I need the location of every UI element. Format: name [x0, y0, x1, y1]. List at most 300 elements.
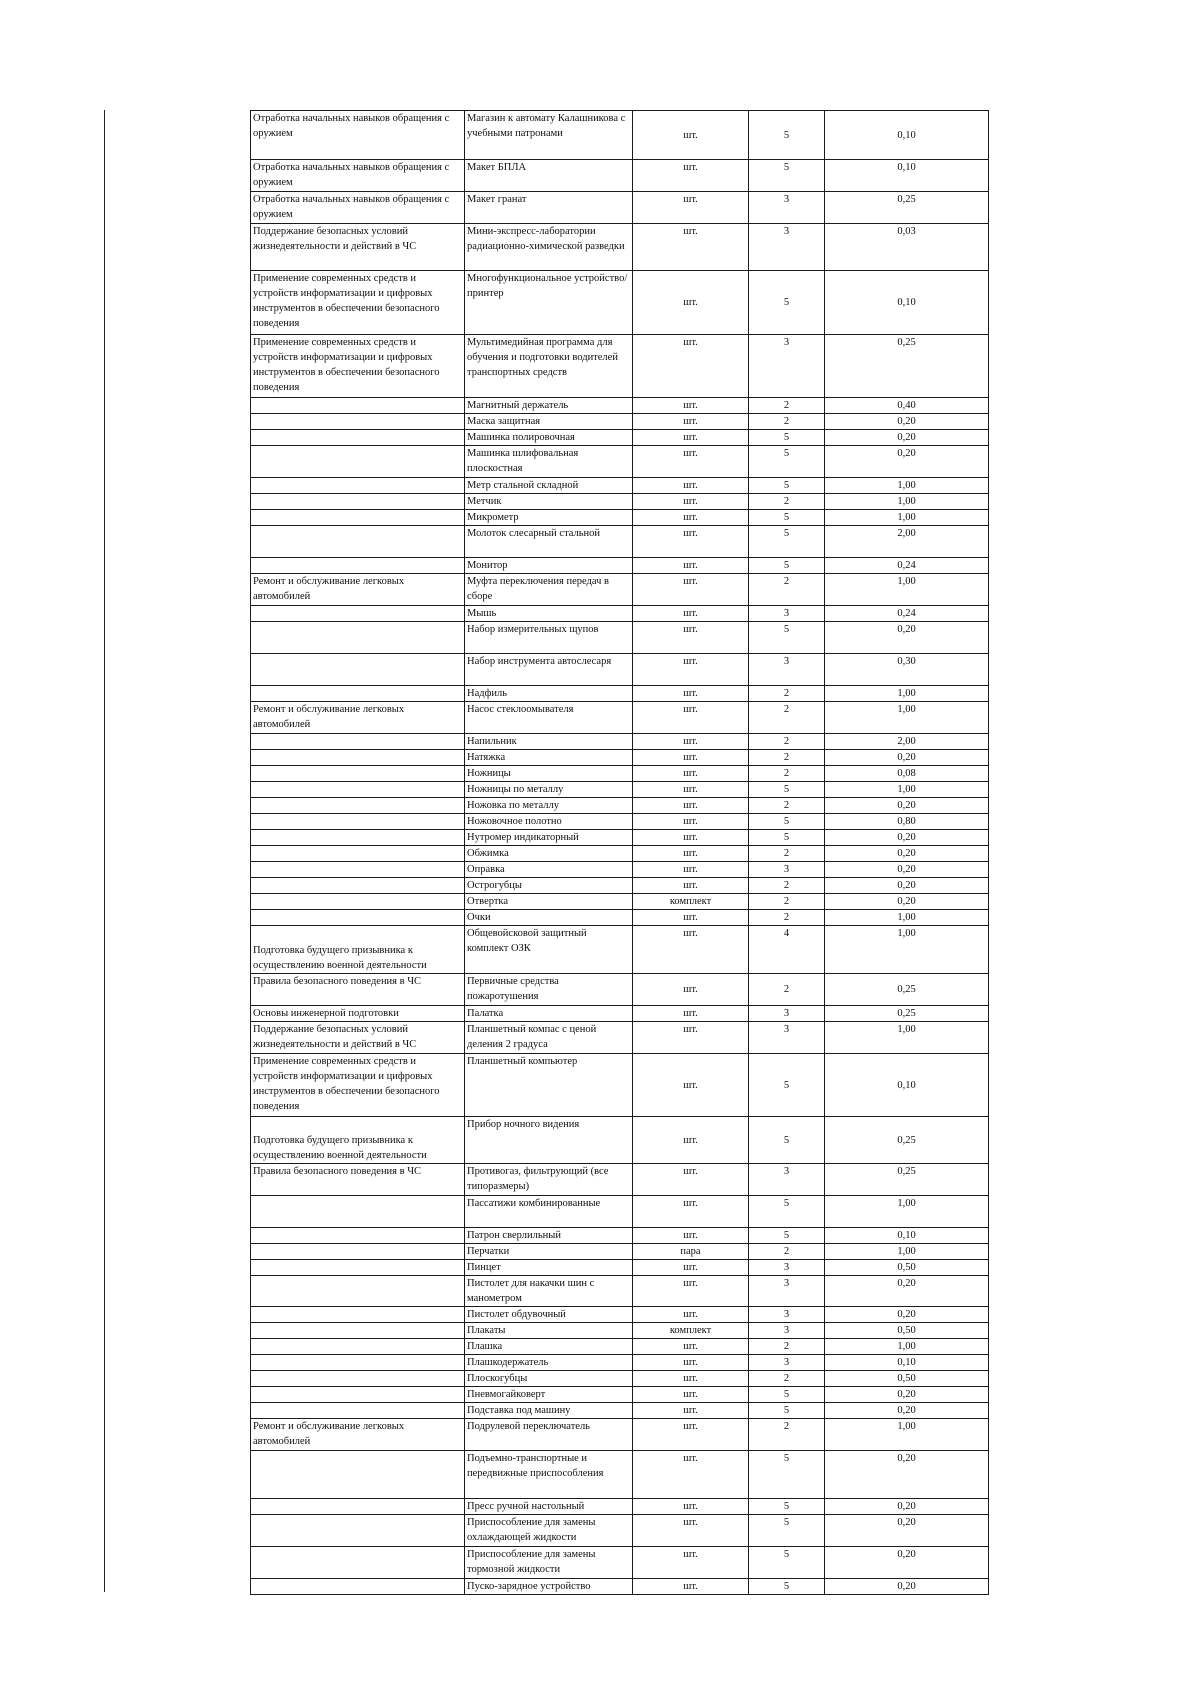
- item-cell: Противогаз, фильтрующий (все типоразмеры): [465, 1164, 633, 1196]
- discipline-cell: [251, 830, 465, 846]
- norm-cell: 0,20: [825, 622, 989, 654]
- quantity-cell: 3: [749, 1164, 825, 1196]
- norm-cell: 0,25: [825, 1164, 989, 1196]
- quantity-cell: 3: [749, 224, 825, 271]
- quantity-cell: 5: [749, 1579, 825, 1595]
- quantity-cell: 5: [749, 271, 825, 335]
- quantity-cell: 3: [749, 1276, 825, 1307]
- quantity-cell: 2: [749, 1339, 825, 1355]
- norm-cell: 0,20: [825, 1387, 989, 1403]
- discipline-cell: Подготовка будущего призывника к осуществлению военной деятельности: [251, 926, 465, 974]
- quantity-cell: 4: [749, 926, 825, 974]
- table-row: [251, 335, 989, 398]
- item-cell: Обжимка: [465, 846, 633, 862]
- item-cell: Нутромер индикаторный: [465, 830, 633, 846]
- quantity-cell: 3: [749, 1260, 825, 1276]
- norm-cell: 0,20: [825, 894, 989, 910]
- quantity-cell: 2: [749, 878, 825, 894]
- item-cell: Насос стеклоомывателя: [465, 702, 633, 734]
- discipline-cell: [251, 494, 465, 510]
- table-row: [251, 798, 989, 814]
- discipline-cell: Отработка начальных навыков обращения с оружием: [251, 160, 465, 192]
- discipline-cell: [251, 430, 465, 446]
- norm-cell: 1,00: [825, 926, 989, 974]
- quantity-cell: 2: [749, 974, 825, 1006]
- table-row: [251, 526, 989, 558]
- unit-cell: шт.: [633, 686, 749, 702]
- item-cell: Пистолет для накачки шин с манометром: [465, 1276, 633, 1307]
- item-cell: Мультимедийная программа для обучения и подготовки водителей транспортных средств: [465, 335, 633, 398]
- quantity-cell: 5: [749, 1387, 825, 1403]
- quantity-cell: 5: [749, 1228, 825, 1244]
- unit-cell: шт.: [633, 766, 749, 782]
- unit-cell: шт.: [633, 1006, 749, 1022]
- table-row: [251, 862, 989, 878]
- item-cell: Приспособление для замены тормозной жидкости: [465, 1547, 633, 1579]
- item-cell: Плоскогубцы: [465, 1371, 633, 1387]
- unit-cell: шт.: [633, 1387, 749, 1403]
- table-row: [251, 846, 989, 862]
- unit-cell: шт.: [633, 974, 749, 1006]
- item-cell: Острогубцы: [465, 878, 633, 894]
- unit-cell: шт.: [633, 846, 749, 862]
- discipline-cell: [251, 1323, 465, 1339]
- unit-cell: шт.: [633, 750, 749, 766]
- unit-cell: шт.: [633, 1260, 749, 1276]
- table-row: [251, 160, 989, 192]
- quantity-cell: 5: [749, 1117, 825, 1164]
- item-cell: Планшетный компьютер: [465, 1054, 633, 1117]
- quantity-cell: 2: [749, 734, 825, 750]
- unit-cell: шт.: [633, 271, 749, 335]
- norm-cell: 0,20: [825, 878, 989, 894]
- discipline-cell: [251, 846, 465, 862]
- discipline-cell: [251, 1244, 465, 1260]
- quantity-cell: 2: [749, 494, 825, 510]
- item-cell: Набор инструмента автослесаря: [465, 654, 633, 686]
- quantity-cell: 2: [749, 574, 825, 606]
- norm-cell: 0,10: [825, 160, 989, 192]
- table-row: [251, 878, 989, 894]
- norm-cell: 0,25: [825, 335, 989, 398]
- item-cell: Ножницы: [465, 766, 633, 782]
- unit-cell: шт.: [633, 1228, 749, 1244]
- unit-cell: шт.: [633, 446, 749, 478]
- item-cell: Ножницы по металлу: [465, 782, 633, 798]
- quantity-cell: 2: [749, 766, 825, 782]
- quantity-cell: 3: [749, 1022, 825, 1054]
- norm-cell: 0,25: [825, 192, 989, 224]
- norm-cell: 0,20: [825, 830, 989, 846]
- norm-cell: 0,25: [825, 1006, 989, 1022]
- quantity-cell: 3: [749, 335, 825, 398]
- norm-cell: 0,10: [825, 111, 989, 160]
- unit-cell: шт.: [633, 702, 749, 734]
- discipline-cell: [251, 750, 465, 766]
- quantity-cell: 3: [749, 1355, 825, 1371]
- norm-cell: 0,10: [825, 1355, 989, 1371]
- norm-cell: 1,00: [825, 1419, 989, 1451]
- item-cell: Набор измерительных щупов: [465, 622, 633, 654]
- table-row: [251, 558, 989, 574]
- table-row: [251, 271, 989, 335]
- norm-cell: 0,20: [825, 1307, 989, 1323]
- norm-cell: 0,10: [825, 271, 989, 335]
- unit-cell: шт.: [633, 798, 749, 814]
- item-cell: Мышь: [465, 606, 633, 622]
- norm-cell: 1,00: [825, 1196, 989, 1228]
- norm-cell: 1,00: [825, 910, 989, 926]
- table-row: [251, 1323, 989, 1339]
- table-row: [251, 478, 989, 494]
- item-cell: Подставка под машину: [465, 1403, 633, 1419]
- quantity-cell: 5: [749, 782, 825, 798]
- norm-cell: 0,80: [825, 814, 989, 830]
- discipline-cell: [251, 1499, 465, 1515]
- item-cell: Микрометр: [465, 510, 633, 526]
- table-row: [251, 686, 989, 702]
- item-cell: Метр стальной складной: [465, 478, 633, 494]
- equipment-table: [250, 110, 989, 1595]
- discipline-cell: [251, 526, 465, 558]
- item-cell: Патрон сверлильный: [465, 1228, 633, 1244]
- unit-cell: шт.: [633, 414, 749, 430]
- discipline-cell: [251, 862, 465, 878]
- item-cell: Напильник: [465, 734, 633, 750]
- unit-cell: шт.: [633, 814, 749, 830]
- discipline-cell: [251, 414, 465, 430]
- quantity-cell: 5: [749, 526, 825, 558]
- norm-cell: 0,20: [825, 1499, 989, 1515]
- unit-cell: шт.: [633, 1355, 749, 1371]
- item-cell: Муфта переключения передач в сборе: [465, 574, 633, 606]
- discipline-cell: [251, 1371, 465, 1387]
- discipline-cell: Правила безопасного поведения в ЧС: [251, 1164, 465, 1196]
- item-cell: Пассатижи комбинированные: [465, 1196, 633, 1228]
- discipline-cell: Отработка начальных навыков обращения с оружием: [251, 192, 465, 224]
- unit-cell: шт.: [633, 830, 749, 846]
- norm-cell: 0,24: [825, 558, 989, 574]
- unit-cell: шт.: [633, 224, 749, 271]
- table-row: [251, 1022, 989, 1054]
- item-cell: Ножовка по металлу: [465, 798, 633, 814]
- table-row: [251, 1499, 989, 1515]
- unit-cell: шт.: [633, 1339, 749, 1355]
- item-cell: Первичные средства пожаротушения: [465, 974, 633, 1006]
- item-cell: Пуско-зарядное устройство: [465, 1579, 633, 1595]
- item-cell: Палатка: [465, 1006, 633, 1022]
- norm-cell: 1,00: [825, 1022, 989, 1054]
- norm-cell: 0,30: [825, 654, 989, 686]
- discipline-cell: Поддержание безопасных условий жизнедеятельности и действий в ЧС: [251, 1022, 465, 1054]
- norm-cell: 0,20: [825, 1547, 989, 1579]
- unit-cell: шт.: [633, 1419, 749, 1451]
- norm-cell: 0,20: [825, 1276, 989, 1307]
- norm-cell: 0,20: [825, 414, 989, 430]
- quantity-cell: 5: [749, 510, 825, 526]
- norm-cell: 0,20: [825, 862, 989, 878]
- unit-cell: шт.: [633, 910, 749, 926]
- quantity-cell: 5: [749, 1196, 825, 1228]
- discipline-cell: Применение современных средств и устройств информатизации и цифровых инструментов в обеспечении безопасного поведения: [251, 1054, 465, 1117]
- table-row: [251, 1515, 989, 1547]
- quantity-cell: 5: [749, 446, 825, 478]
- norm-cell: 0,20: [825, 1579, 989, 1595]
- unit-cell: шт.: [633, 1451, 749, 1499]
- item-cell: Маска защитная: [465, 414, 633, 430]
- discipline-cell: [251, 478, 465, 494]
- discipline-cell: Ремонт и обслуживание легковых автомобилей: [251, 1419, 465, 1451]
- discipline-cell: Ремонт и обслуживание легковых автомобилей: [251, 702, 465, 734]
- quantity-cell: 2: [749, 702, 825, 734]
- unit-cell: шт.: [633, 335, 749, 398]
- item-cell: Макет гранат: [465, 192, 633, 224]
- norm-cell: 0,10: [825, 1228, 989, 1244]
- unit-cell: шт.: [633, 1164, 749, 1196]
- unit-cell: шт.: [633, 526, 749, 558]
- discipline-cell: [251, 510, 465, 526]
- table-row: [251, 1451, 989, 1499]
- item-cell: Метчик: [465, 494, 633, 510]
- quantity-cell: 5: [749, 1054, 825, 1117]
- norm-cell: 1,00: [825, 702, 989, 734]
- norm-cell: 0,20: [825, 1403, 989, 1419]
- table-row: [251, 1117, 989, 1164]
- table-row: [251, 192, 989, 224]
- quantity-cell: 5: [749, 558, 825, 574]
- table-row: [251, 1228, 989, 1244]
- discipline-cell: Основы инженерной подготовки: [251, 1006, 465, 1022]
- discipline-cell: [251, 1260, 465, 1276]
- discipline-cell: [251, 782, 465, 798]
- unit-cell: шт.: [633, 1579, 749, 1595]
- table-row: [251, 1054, 989, 1117]
- quantity-cell: 2: [749, 894, 825, 910]
- unit-cell: шт.: [633, 1403, 749, 1419]
- item-cell: Прибор ночного видения: [465, 1117, 633, 1164]
- item-cell: Приспособление для замены охлаждающей жидкости: [465, 1515, 633, 1547]
- item-cell: Плашка: [465, 1339, 633, 1355]
- unit-cell: шт.: [633, 1196, 749, 1228]
- discipline-cell: [251, 1387, 465, 1403]
- item-cell: Монитор: [465, 558, 633, 574]
- discipline-cell: [251, 558, 465, 574]
- discipline-cell: [251, 1276, 465, 1307]
- discipline-cell: [251, 1547, 465, 1579]
- norm-cell: 2,00: [825, 734, 989, 750]
- norm-cell: 1,00: [825, 782, 989, 798]
- discipline-cell: [251, 446, 465, 478]
- table-row: [251, 926, 989, 974]
- table-row: [251, 1547, 989, 1579]
- unit-cell: шт.: [633, 734, 749, 750]
- norm-cell: 0,03: [825, 224, 989, 271]
- unit-cell: шт.: [633, 160, 749, 192]
- norm-cell: 0,20: [825, 1515, 989, 1547]
- item-cell: Пневмогайковерт: [465, 1387, 633, 1403]
- norm-cell: 1,00: [825, 574, 989, 606]
- table-row: [251, 766, 989, 782]
- quantity-cell: 5: [749, 478, 825, 494]
- norm-cell: 2,00: [825, 526, 989, 558]
- norm-cell: 1,00: [825, 510, 989, 526]
- item-cell: Многофункциональное устройство/принтер: [465, 271, 633, 335]
- quantity-cell: 3: [749, 654, 825, 686]
- unit-cell: шт.: [633, 1547, 749, 1579]
- item-cell: Машинка шлифовальная плоскостная: [465, 446, 633, 478]
- norm-cell: 0,20: [825, 1451, 989, 1499]
- item-cell: Машинка полировочная: [465, 430, 633, 446]
- discipline-cell: [251, 1515, 465, 1547]
- item-cell: Магнитный держатель: [465, 398, 633, 414]
- item-cell: Пистолет обдувочный: [465, 1307, 633, 1323]
- discipline-cell: [251, 686, 465, 702]
- table-row: [251, 111, 989, 160]
- item-cell: Планшетный компас с ценой деления 2 градуса: [465, 1022, 633, 1054]
- discipline-cell: [251, 1403, 465, 1419]
- norm-cell: 1,00: [825, 478, 989, 494]
- discipline-cell: Подготовка будущего призывника к осуществлению военной деятельности: [251, 1117, 465, 1164]
- quantity-cell: 2: [749, 846, 825, 862]
- quantity-cell: 2: [749, 1371, 825, 1387]
- table-row: [251, 734, 989, 750]
- norm-cell: 0,25: [825, 1117, 989, 1164]
- discipline-cell: [251, 798, 465, 814]
- discipline-cell: [251, 814, 465, 830]
- unit-cell: шт.: [633, 478, 749, 494]
- item-cell: Магазин к автомату Калашникова с учебными патронами: [465, 111, 633, 160]
- quantity-cell: 5: [749, 160, 825, 192]
- discipline-cell: [251, 1579, 465, 1595]
- discipline-cell: [251, 1228, 465, 1244]
- table-row: [251, 1196, 989, 1228]
- quantity-cell: 2: [749, 750, 825, 766]
- unit-cell: пара: [633, 1244, 749, 1260]
- norm-cell: 0,24: [825, 606, 989, 622]
- table-row: [251, 1403, 989, 1419]
- unit-cell: шт.: [633, 1371, 749, 1387]
- table-row: [251, 750, 989, 766]
- discipline-cell: Ремонт и обслуживание легковых автомобилей: [251, 574, 465, 606]
- unit-cell: шт.: [633, 782, 749, 798]
- quantity-cell: 2: [749, 398, 825, 414]
- norm-cell: 0,50: [825, 1371, 989, 1387]
- item-cell: Макет БПЛА: [465, 160, 633, 192]
- norm-cell: 0,25: [825, 974, 989, 1006]
- discipline-cell: [251, 1355, 465, 1371]
- discipline-cell: [251, 910, 465, 926]
- unit-cell: шт.: [633, 926, 749, 974]
- table-row: [251, 654, 989, 686]
- table-row: [251, 910, 989, 926]
- quantity-cell: 5: [749, 1403, 825, 1419]
- table-row: [251, 398, 989, 414]
- quantity-cell: 5: [749, 814, 825, 830]
- table-row: [251, 430, 989, 446]
- table-row: [251, 1387, 989, 1403]
- norm-cell: 0,20: [825, 750, 989, 766]
- quantity-cell: 5: [749, 1515, 825, 1547]
- unit-cell: шт.: [633, 574, 749, 606]
- left-margin-rule: [104, 110, 105, 1592]
- quantity-cell: 2: [749, 1244, 825, 1260]
- table-row: [251, 974, 989, 1006]
- item-cell: Отвертка: [465, 894, 633, 910]
- unit-cell: комплект: [633, 1323, 749, 1339]
- quantity-cell: 3: [749, 606, 825, 622]
- table-row: [251, 1419, 989, 1451]
- table-row: [251, 782, 989, 798]
- quantity-cell: 2: [749, 910, 825, 926]
- quantity-cell: 2: [749, 414, 825, 430]
- table-row: [251, 494, 989, 510]
- norm-cell: 0,50: [825, 1260, 989, 1276]
- table-row: [251, 1006, 989, 1022]
- table-row: [251, 830, 989, 846]
- norm-cell: 0,10: [825, 1054, 989, 1117]
- unit-cell: шт.: [633, 862, 749, 878]
- unit-cell: шт.: [633, 398, 749, 414]
- table-row: [251, 1579, 989, 1595]
- norm-cell: 1,00: [825, 494, 989, 510]
- discipline-cell: Поддержание безопасных условий жизнедеятельности и действий в ЧС: [251, 224, 465, 271]
- unit-cell: шт.: [633, 654, 749, 686]
- item-cell: Натяжка: [465, 750, 633, 766]
- table-row: [251, 814, 989, 830]
- discipline-cell: Отработка начальных навыков обращения с оружием: [251, 111, 465, 160]
- quantity-cell: 2: [749, 686, 825, 702]
- table-row: [251, 1339, 989, 1355]
- discipline-cell: [251, 766, 465, 782]
- unit-cell: шт.: [633, 558, 749, 574]
- quantity-cell: 3: [749, 1323, 825, 1339]
- item-cell: Общевойсковой защитный комплект ОЗК: [465, 926, 633, 974]
- unit-cell: шт.: [633, 111, 749, 160]
- discipline-cell: [251, 654, 465, 686]
- item-cell: Плакаты: [465, 1323, 633, 1339]
- discipline-cell: [251, 1196, 465, 1228]
- table-row: [251, 1244, 989, 1260]
- discipline-cell: [251, 1339, 465, 1355]
- quantity-cell: 5: [749, 830, 825, 846]
- table-row: [251, 1307, 989, 1323]
- unit-cell: шт.: [633, 606, 749, 622]
- quantity-cell: 5: [749, 1499, 825, 1515]
- discipline-cell: [251, 622, 465, 654]
- quantity-cell: 3: [749, 862, 825, 878]
- quantity-cell: 5: [749, 1547, 825, 1579]
- norm-cell: 0,20: [825, 430, 989, 446]
- item-cell: Пинцет: [465, 1260, 633, 1276]
- discipline-cell: [251, 1451, 465, 1499]
- unit-cell: шт.: [633, 1499, 749, 1515]
- norm-cell: 0,08: [825, 766, 989, 782]
- item-cell: Плашкодержатель: [465, 1355, 633, 1371]
- unit-cell: шт.: [633, 1515, 749, 1547]
- discipline-cell: [251, 606, 465, 622]
- unit-cell: шт.: [633, 1307, 749, 1323]
- discipline-cell: [251, 878, 465, 894]
- norm-cell: 0,20: [825, 798, 989, 814]
- quantity-cell: 5: [749, 111, 825, 160]
- item-cell: Пресс ручной настольный: [465, 1499, 633, 1515]
- discipline-cell: Применение современных средств и устройств информатизации и цифровых инструментов в обеспечении безопасного поведения: [251, 271, 465, 335]
- table-row: [251, 702, 989, 734]
- table-row: [251, 1276, 989, 1307]
- table-row: [251, 224, 989, 271]
- norm-cell: 0,50: [825, 1323, 989, 1339]
- unit-cell: шт.: [633, 510, 749, 526]
